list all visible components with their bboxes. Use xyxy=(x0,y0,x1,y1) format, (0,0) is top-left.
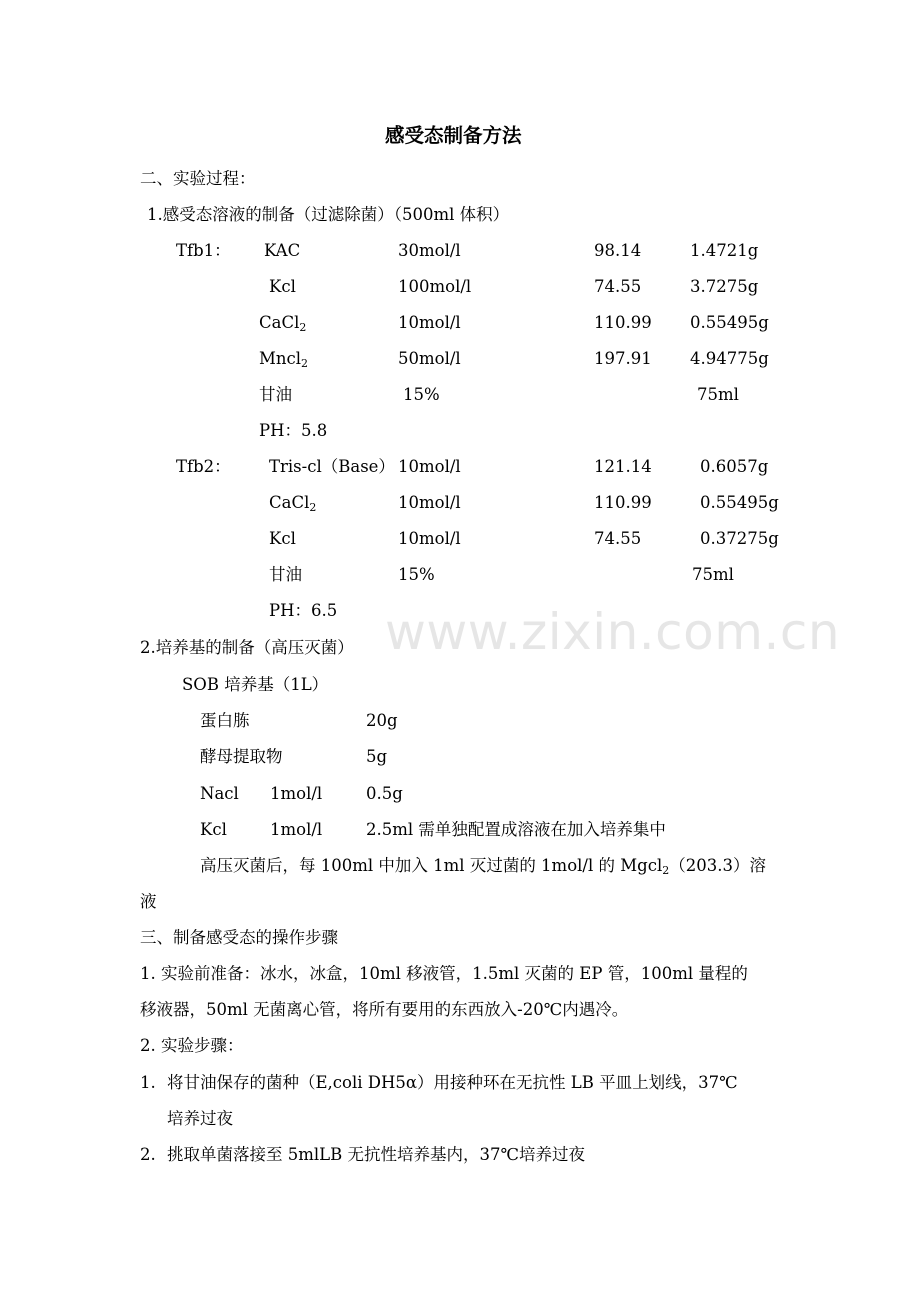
medium-component-amount: 2.5ml 需单独配置成溶液在加入培养集中 xyxy=(366,820,666,839)
medium-component-name: 蛋白胨 xyxy=(200,711,250,730)
reagent-molecular-weight: 98.14 xyxy=(594,241,642,260)
sob-title: SOB 培养基（1L） xyxy=(182,675,329,694)
tfb1-ph: PH：5.8 xyxy=(259,421,328,440)
reagent-amount: 75ml xyxy=(692,565,734,584)
subsection-1-heading: 1.感受态溶液的制备（过滤除菌）（500ml 体积） xyxy=(147,205,510,224)
medium-component-concentration: 1mol/l xyxy=(270,784,323,803)
reagent-concentration: 10mol/l xyxy=(398,529,461,548)
steps-heading: 2. 实验步骤： xyxy=(140,1036,244,1055)
sob-note: 高压灭菌后，每 100ml 中加入 1ml 灭过菌的 1mol/l 的 Mgcl$_2$（203.3）溶 xyxy=(200,856,766,877)
reagent-concentration: 100mol/l xyxy=(398,277,472,296)
reagent-molecular-weight: 110.99 xyxy=(594,313,652,332)
reagent-concentration: 15% xyxy=(403,385,440,404)
reagent-name: CaCl$_2$ xyxy=(259,313,307,334)
reagent-molecular-weight: 74.55 xyxy=(594,277,642,296)
section-2-heading: 二、实验过程： xyxy=(140,169,256,188)
reagent-molecular-weight: 110.99 xyxy=(594,493,652,512)
tfb1-label: Tfb1： xyxy=(176,241,231,260)
reagent-amount: 75ml xyxy=(697,385,739,404)
watermark: www.zixin.com.cn xyxy=(385,603,841,661)
medium-component-concentration: 1mol/l xyxy=(270,820,323,839)
step-number: 2. xyxy=(140,1145,156,1164)
medium-component-name: Kcl xyxy=(200,820,227,839)
reagent-concentration: 10mol/l xyxy=(398,493,461,512)
section-3-heading: 三、制备感受态的操作步骤 xyxy=(140,928,338,947)
sob-note-continued: 液 xyxy=(140,892,157,911)
medium-component-amount: 0.5g xyxy=(366,784,403,803)
reagent-amount: 1.4721g xyxy=(690,241,759,260)
reagent-concentration: 10mol/l xyxy=(398,313,461,332)
reagent-molecular-weight: 197.91 xyxy=(594,349,652,368)
medium-component-name: 酵母提取物 xyxy=(200,747,283,766)
tfb2-label: Tfb2： xyxy=(176,457,231,476)
tfb2-ph: PH：6.5 xyxy=(269,601,338,620)
reagent-concentration: 10mol/l xyxy=(398,457,461,476)
subsection-2-heading: 2.培养基的制备（高压灭菌） xyxy=(140,638,354,657)
reagent-name: 甘油 xyxy=(259,385,292,404)
reagent-concentration: 15% xyxy=(398,565,435,584)
step-number: 1. xyxy=(140,1073,156,1092)
reagent-amount: 0.6057g xyxy=(700,457,769,476)
step-text: 挑取单菌落接至 5mlLB 无抗性培养基内，37℃培养过夜 xyxy=(167,1145,585,1164)
reagent-amount: 0.37275g xyxy=(700,529,779,548)
reagent-name: KAC xyxy=(264,241,301,260)
reagent-name: CaCl$_2$ xyxy=(269,493,317,514)
prep-paragraph-line: 移液器，50ml 无菌离心管，将所有要用的东西放入-20℃内遇冷。 xyxy=(140,1000,629,1019)
medium-component-name: Nacl xyxy=(200,784,239,803)
reagent-molecular-weight: 121.14 xyxy=(594,457,652,476)
medium-component-amount: 20g xyxy=(366,711,398,730)
medium-component-amount: 5g xyxy=(366,747,388,766)
prep-paragraph-line: 1. 实验前准备：冰水，冰盒，10ml 移液管，1.5ml 灭菌的 EP 管，100ml 量程的 xyxy=(140,964,748,983)
reagent-amount: 0.55495g xyxy=(700,493,779,512)
step-text: 将甘油保存的菌种（E,coli DH5α）用接种环在无抗性 LB 平皿上划线，37℃ xyxy=(167,1073,738,1092)
reagent-amount: 4.94775g xyxy=(690,349,769,368)
step-text-continued: 培养过夜 xyxy=(167,1109,233,1128)
reagent-name: Kcl xyxy=(269,529,296,548)
reagent-amount: 0.55495g xyxy=(690,313,769,332)
document-title: 感受态制备方法 xyxy=(385,124,522,147)
reagent-name: Mncl$_2$ xyxy=(259,349,309,370)
reagent-amount: 3.7275g xyxy=(690,277,759,296)
reagent-concentration: 30mol/l xyxy=(398,241,461,260)
reagent-name: Kcl xyxy=(269,277,296,296)
reagent-molecular-weight: 74.55 xyxy=(594,529,642,548)
reagent-concentration: 50mol/l xyxy=(398,349,461,368)
reagent-name: 甘油 xyxy=(269,565,302,584)
reagent-name: Tris-cl（Base） xyxy=(269,457,395,476)
